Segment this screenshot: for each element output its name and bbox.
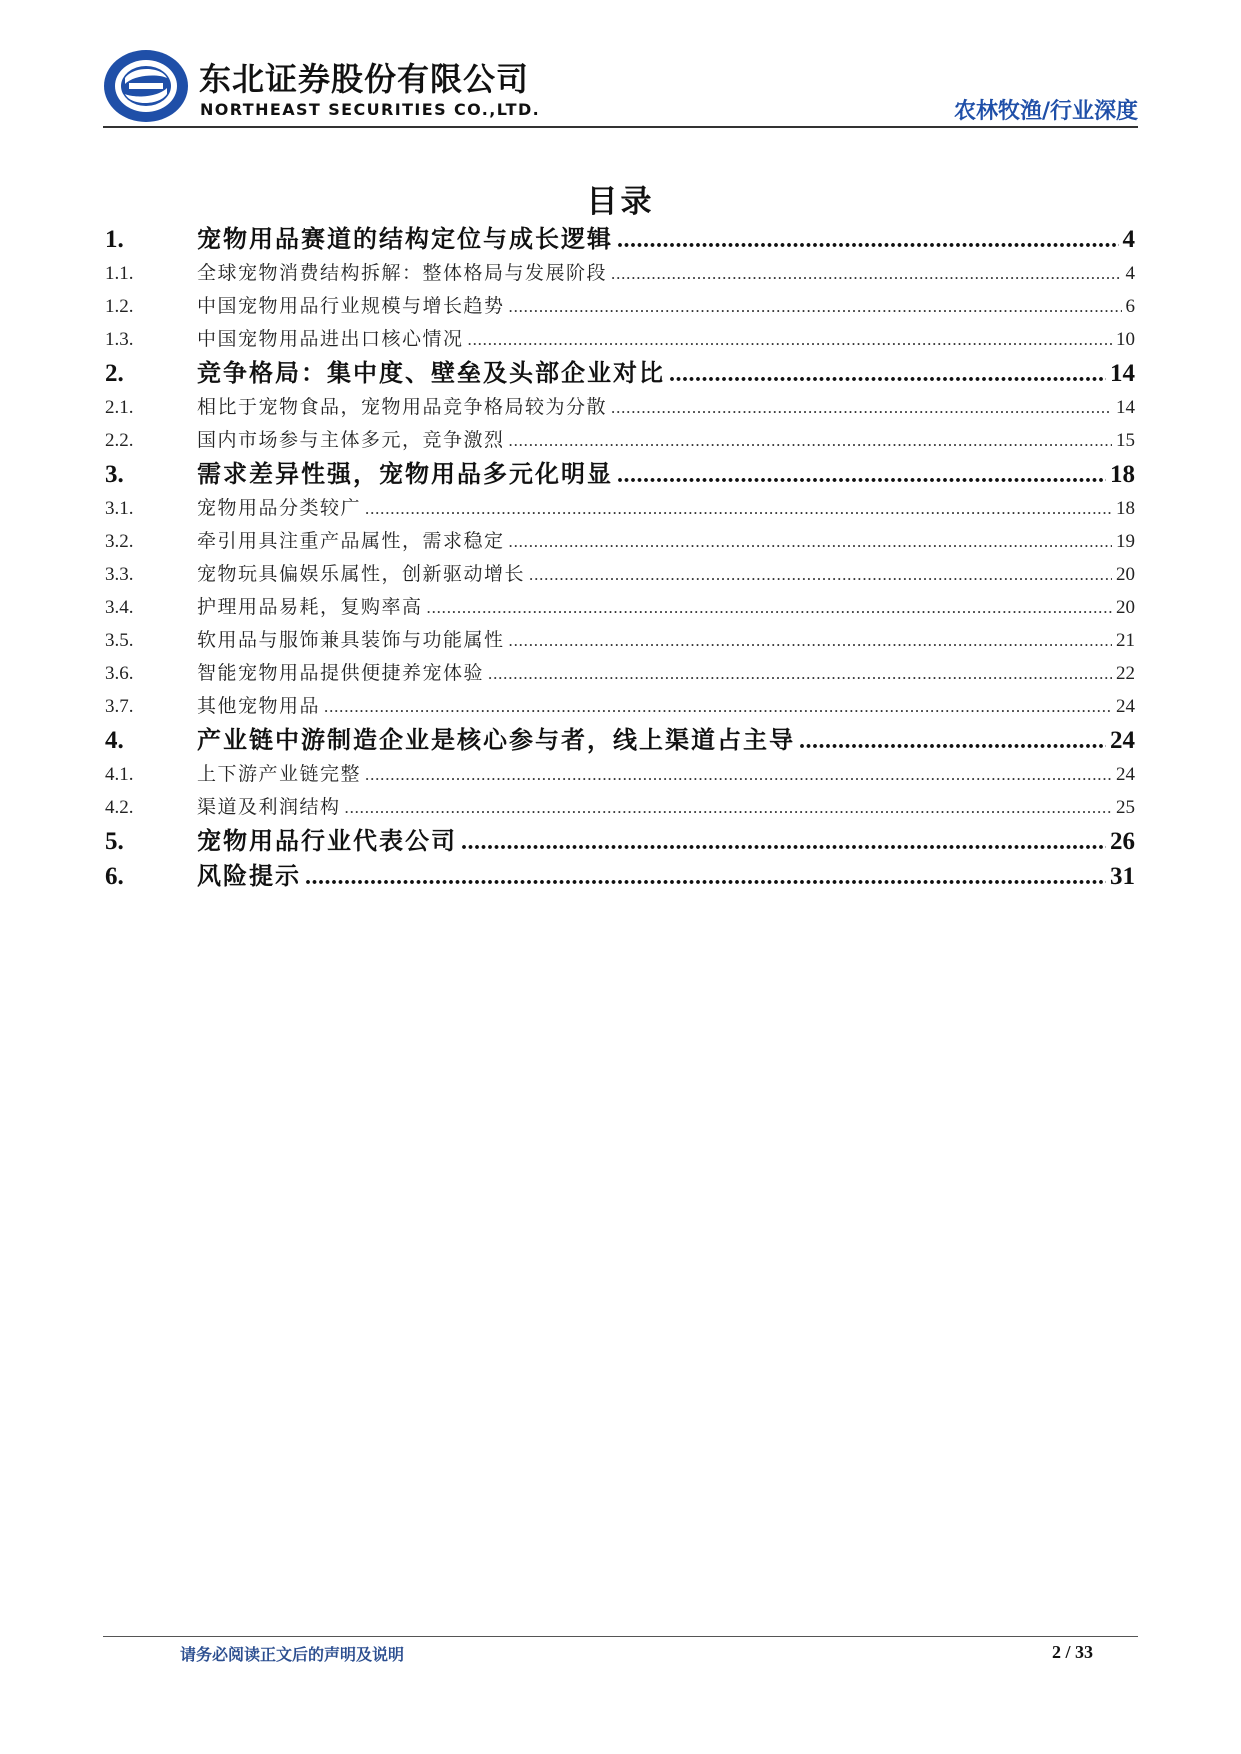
toc-number: 1.2.: [105, 296, 134, 317]
toc-number: 4.1.: [105, 764, 134, 785]
toc-entry-1[interactable]: [105, 222, 1135, 257]
toc-number: 5.: [105, 828, 124, 855]
toc-entry-4-1[interactable]: [105, 758, 1135, 791]
toc-number: 2.2.: [105, 430, 134, 451]
toc-number: 1.: [105, 226, 124, 253]
report-category: 农林牧渔/行业深度: [953, 99, 1138, 124]
toc-label: 国内市场参与主体多元，竞争激烈: [197, 429, 505, 451]
toc-number: 2.: [105, 360, 124, 387]
toc-page-number: 31: [1110, 863, 1135, 890]
toc-entry-3-5[interactable]: [105, 624, 1135, 657]
toc-leader-dots: [365, 492, 1112, 525]
toc-title: 目录: [586, 184, 655, 220]
toc-leader-dots: [345, 791, 1112, 824]
toc-leader-dots: [509, 290, 1122, 323]
toc-page-number: 24: [1116, 764, 1135, 785]
company-name-cn: 东北证券股份有限公司: [199, 60, 530, 98]
toc-page-number: 6: [1125, 296, 1135, 317]
toc-leader-dots: [305, 860, 1106, 895]
toc-leader-dots: [611, 257, 1121, 290]
toc-page-number: 14: [1116, 397, 1135, 418]
toc-page-number: 25: [1116, 797, 1135, 818]
toc-page-number: 20: [1116, 597, 1135, 618]
toc-number: 3.5.: [105, 630, 134, 651]
toc-page-number: 24: [1110, 727, 1135, 754]
toc-number: 3.2.: [105, 531, 134, 552]
toc-number: 4.: [105, 727, 124, 754]
toc-leader-dots: [365, 758, 1112, 791]
toc-leader-dots: [488, 657, 1112, 690]
table-of-contents: [105, 222, 1135, 894]
toc-leader-dots: [468, 323, 1112, 356]
toc-entry-4-2[interactable]: [105, 791, 1135, 824]
footer-divider: [103, 1636, 1138, 1637]
toc-number: 3.7.: [105, 696, 134, 717]
page-indicator: 2 / 33: [1052, 1642, 1094, 1662]
toc-leader-dots: [509, 624, 1112, 657]
toc-page-number: 18: [1110, 461, 1135, 488]
toc-entry-2-1[interactable]: [105, 391, 1135, 424]
toc-label: 中国宠物用品行业规模与增长趋势: [197, 295, 505, 317]
toc-number: 1.3.: [105, 329, 134, 350]
toc-label: 相比于宠物食品，宠物用品竞争格局较为分散: [197, 396, 608, 418]
toc-page-number: 24: [1116, 696, 1135, 717]
toc-page-number: 10: [1116, 329, 1135, 350]
toc-number: 4.2.: [105, 797, 134, 818]
toc-label: 上下游产业链完整: [197, 763, 362, 785]
toc-page-number: 18: [1116, 498, 1135, 519]
toc-label: 竞争格局：集中度、壁垒及头部企业对比: [197, 359, 665, 387]
toc-leader-dots: [669, 357, 1106, 392]
toc-label: 牵引用具注重产品属性，需求稳定: [197, 530, 505, 552]
toc-page-number: 4: [1122, 226, 1135, 253]
header-divider: [103, 126, 1138, 128]
toc-number: 3.3.: [105, 564, 134, 585]
toc-page-number: 19: [1116, 531, 1135, 552]
toc-entry-1-2[interactable]: [105, 290, 1135, 323]
toc-page-number: 4: [1125, 263, 1135, 284]
toc-entry-4[interactable]: [105, 723, 1135, 758]
toc-label: 需求差异性强，宠物用品多元化明显: [197, 460, 613, 488]
toc-label: 宠物用品行业代表公司: [197, 827, 457, 855]
toc-page-number: 20: [1116, 564, 1135, 585]
toc-label: 风险提示: [197, 862, 301, 890]
toc-label: 软用品与服饰兼具装饰与功能属性: [197, 629, 505, 651]
page-header: [103, 48, 1138, 128]
toc-entry-3-3[interactable]: [105, 558, 1135, 591]
toc-entry-2[interactable]: [105, 356, 1135, 391]
toc-page-number: 22: [1116, 663, 1135, 684]
toc-leader-dots: [509, 525, 1112, 558]
toc-label: 护理用品易耗，复购率高: [197, 596, 423, 618]
toc-label: 智能宠物用品提供便捷养宠体验: [197, 662, 485, 684]
toc-number: 3.: [105, 461, 124, 488]
toc-leader-dots: [617, 223, 1119, 258]
toc-entry-3-6[interactable]: [105, 657, 1135, 690]
toc-leader-dots: [529, 558, 1112, 591]
toc-entry-3-1[interactable]: [105, 492, 1135, 525]
toc-leader-dots: [799, 724, 1106, 759]
toc-leader-dots: [427, 591, 1112, 624]
toc-page-number: 26: [1110, 828, 1135, 855]
company-name-en: NORTHEAST SECURITIES CO.,LTD.: [200, 100, 541, 119]
toc-page-number: 14: [1110, 360, 1135, 387]
toc-leader-dots: [509, 424, 1112, 457]
toc-number: 3.6.: [105, 663, 134, 684]
northeast-securities-logo: [103, 48, 189, 124]
toc-entry-3-4[interactable]: [105, 591, 1135, 624]
footer-disclaimer: 请务必阅读正文后的声明及说明: [180, 1645, 405, 1664]
toc-number: 3.4.: [105, 597, 134, 618]
toc-entry-3-2[interactable]: [105, 525, 1135, 558]
toc-number: 6.: [105, 863, 124, 890]
toc-label: 中国宠物用品进出口核心情况: [197, 328, 464, 350]
toc-page-number: 15: [1116, 430, 1135, 451]
toc-entry-3-7[interactable]: [105, 690, 1135, 723]
toc-entry-5[interactable]: [105, 824, 1135, 859]
toc-label: 渠道及利润结构: [197, 796, 341, 818]
toc-label: 全球宠物消费结构拆解：整体格局与发展阶段: [197, 262, 608, 284]
toc-label: 宠物玩具偏娱乐属性，创新驱动增长: [197, 563, 526, 585]
toc-entry-2-2[interactable]: [105, 424, 1135, 457]
toc-label: 产业链中游制造企业是核心参与者，线上渠道占主导: [197, 726, 795, 754]
toc-number: 3.1.: [105, 498, 134, 519]
toc-entry-3[interactable]: [105, 457, 1135, 492]
toc-entry-6[interactable]: [105, 859, 1135, 894]
toc-leader-dots: [611, 391, 1112, 424]
toc-entry-1-1[interactable]: [105, 257, 1135, 290]
toc-number: 1.1.: [105, 263, 134, 284]
toc-leader-dots: [461, 825, 1106, 860]
toc-leader-dots: [617, 458, 1106, 493]
toc-label: 宠物用品分类较广: [197, 497, 362, 519]
toc-label: 其他宠物用品: [197, 695, 321, 717]
toc-entry-1-3[interactable]: [105, 323, 1135, 356]
toc-label: 宠物用品赛道的结构定位与成长逻辑: [197, 225, 613, 253]
toc-page-number: 21: [1116, 630, 1135, 651]
toc-number: 2.1.: [105, 397, 134, 418]
toc-leader-dots: [324, 690, 1112, 723]
